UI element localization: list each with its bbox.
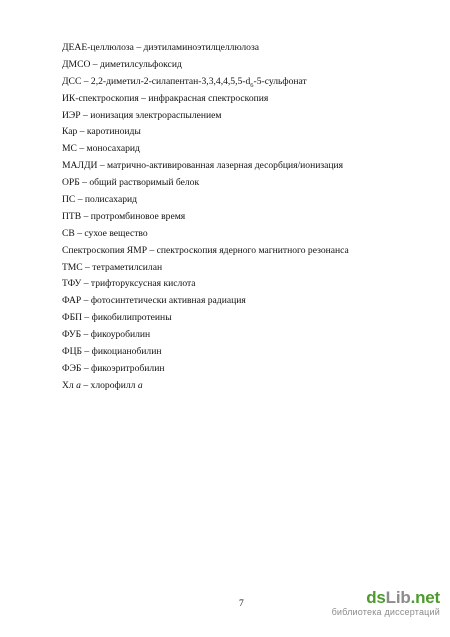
abbreviation-item: ФУБ – фикоуробилин — [62, 329, 151, 341]
abbreviation-item: ФЭБ – фикоэритробилин — [62, 362, 165, 374]
abbreviation-text: – хлорофилл — [80, 379, 138, 391]
abbreviation-item: ТМС – тетраметилсилан — [62, 261, 163, 273]
abbreviation-item: ПС – полисахарид — [62, 194, 138, 206]
abbreviation-item: ФАР – фотосинтетически активная радиация — [62, 295, 246, 307]
abbreviation-item: ФЦБ – фикоцианобилин — [62, 346, 162, 358]
page-number: 7 — [239, 598, 244, 609]
abbreviation-item: ТФУ – трифторуксусная кислота — [62, 278, 196, 290]
dslib-logo — [332, 589, 440, 606]
abbreviation-item: ОРБ – общий растворимый белок — [62, 177, 200, 189]
abbreviation-item: МС – моносахарид — [62, 143, 140, 155]
abbreviation-item: ДМСО – диметилсульфоксид — [62, 58, 182, 70]
abbreviation-item: ИК-спектроскопия – инфракрасная спектроскопия — [62, 92, 269, 104]
subscript-index: 6 — [250, 81, 254, 89]
abbreviation-item: МАЛДИ – матрично-активированная лазерная десорбция/ионизация — [62, 160, 344, 172]
watermark-subtitle: библиотека диссертаций — [331, 607, 440, 617]
abbreviation-item: Кар – каротиноиды — [62, 126, 141, 138]
dslib-watermark[interactable] — [332, 589, 440, 617]
abbreviation-item: ИЭР – ионизация электрораспылением — [62, 109, 222, 121]
abbreviation-text: -5-сульфонат — [253, 75, 307, 87]
abbreviation-item: ПТВ – протромбиновое время — [62, 210, 186, 222]
italic-letter: а — [137, 379, 143, 391]
logo-ds: ds — [366, 588, 386, 607]
abbreviation-item — [62, 378, 349, 395]
abbreviation-text: ДСС – 2,2-диметил-2-силапентан-3,3,4,4,5,5-d — [62, 75, 251, 87]
abbreviation-text: Хл — [62, 379, 77, 391]
abbreviation-item: СВ – сухое вещество — [62, 227, 148, 239]
abbreviation-list — [62, 40, 349, 395]
abbreviation-item — [62, 74, 349, 91]
abbreviation-item: ФБП – фикобилипротеины — [62, 312, 172, 324]
logo-lib: Lib — [385, 588, 411, 607]
logo-net: .net — [410, 588, 440, 607]
abbreviation-item: Спектроскопия ЯМР – спектроскопия ядерного магнитного резонанса — [62, 244, 349, 256]
abbreviation-item: ДЕАЕ-целлюлоза – диэтиламиноэтилцеллюлоза — [62, 42, 260, 53]
italic-letter: а — [76, 379, 81, 391]
